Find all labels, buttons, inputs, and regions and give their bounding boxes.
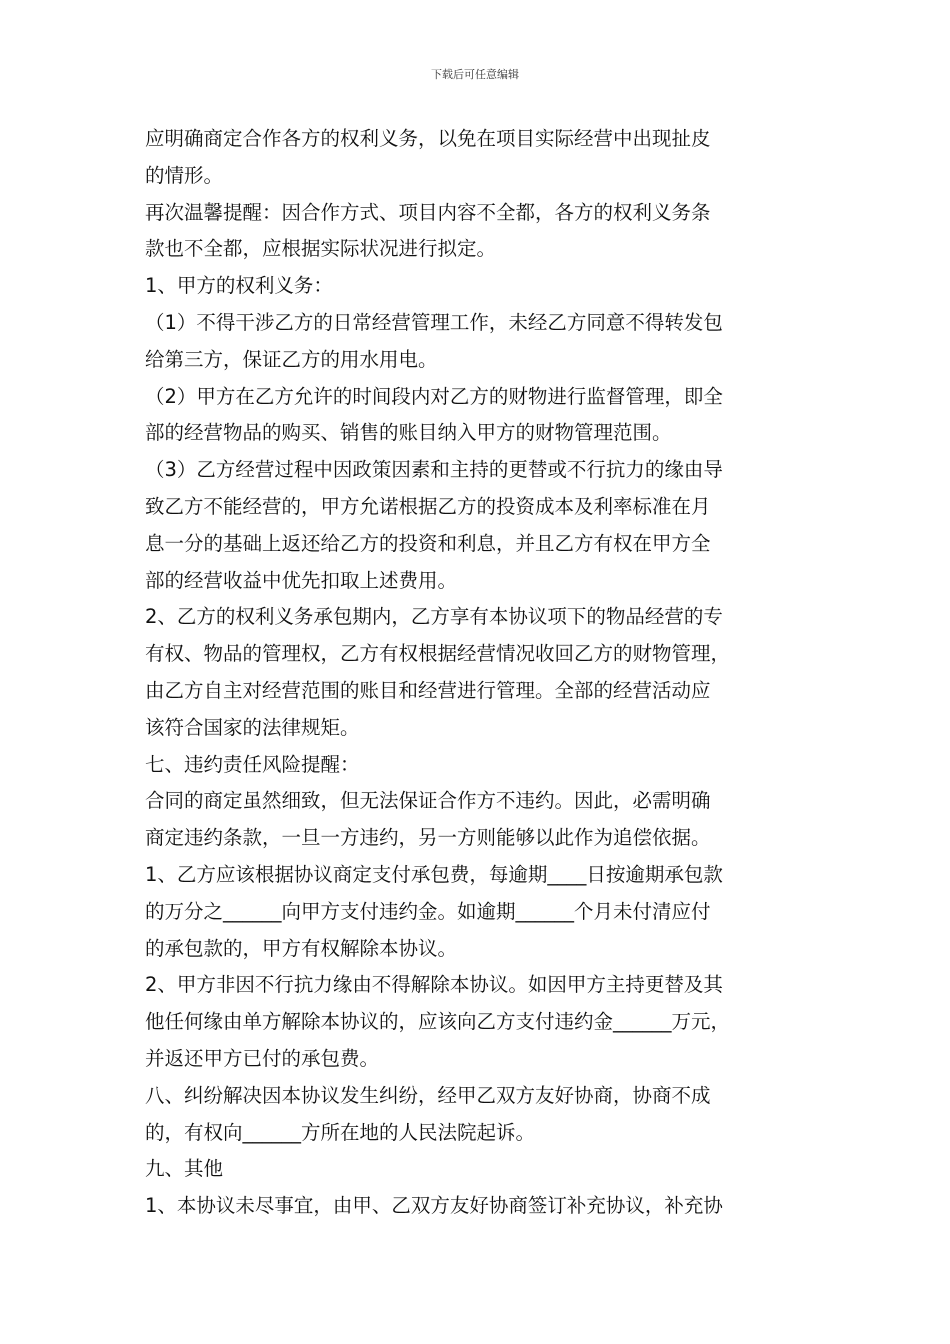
body-line: （3）乙方经营过程中因政策因素和主持的更替或不行抗力的缘由导 [145, 458, 723, 482]
body-line: 有权、物品的管理权，乙方有权根据经营情况收回乙方的财物管理， [145, 642, 731, 666]
body-line: 2、乙方的权利义务承包期内，乙方享有本协议项下的物品经营的专 [145, 605, 723, 629]
body-line: 商定违约条款，一旦一方违约，另一方则能够以此作为追偿依据。 [145, 826, 711, 850]
page-header: 下载后可任意编辑 [431, 68, 519, 81]
body-line: 部的经营物品的购买、销售的账目纳入甲方的财物管理范围。 [145, 421, 672, 445]
body-line: （1）不得干涉乙方的日常经营管理工作，未经乙方同意不得转发包 [145, 310, 723, 334]
body-line: 的万分之______向甲方支付违约金。如逾期______个月未付清应付 [145, 899, 711, 923]
body-line: 由乙方自主对经营范围的账目和经营进行管理。全部的经营活动应 [145, 678, 711, 702]
body-line: 八、纠纷解决因本协议发生纠纷，经甲乙双方友好协商，协商不成 [145, 1083, 711, 1107]
section-heading: 九、其他 [145, 1157, 224, 1181]
section-heading: 七、违约责任风险提醒： [145, 752, 360, 776]
body-line: 再次温馨提醒：因合作方式、项目内容不全都，各方的权利义务条 [145, 200, 711, 224]
body-line: 合同的商定虽然细致，但无法保证合作方不违约。因此，必需明确 [145, 789, 711, 813]
body-line: 给第三方，保证乙方的用水用电。 [145, 347, 438, 371]
body-line: 的承包款的，甲方有权解除本协议。 [145, 936, 458, 960]
body-line: 该符合国家的法律规矩。 [145, 715, 360, 739]
body-line: （2）甲方在乙方允许的时间段内对乙方的财物进行监督管理，即全 [145, 384, 723, 408]
section-heading: 1、甲方的权利义务： [145, 274, 333, 298]
body-line: 1、乙方应该根据协议商定支付承包费，每逾期____日按逾期承包款 [145, 862, 723, 886]
body-line: 的情形。 [145, 163, 224, 187]
body-line: 2、甲方非因不行抗力缘由不得解除本协议。如因甲方主持更替及其 [145, 973, 723, 997]
body-line: 的，有权向______方所在地的人民法院起诉。 [145, 1120, 536, 1144]
document-body [145, 121, 810, 1225]
body-line: 款也不全都，应根据实际状况进行拟定。 [145, 237, 497, 261]
body-line: 他任何缘由单方解除本协议的，应该向乙方支付违约金______万元， [145, 1010, 731, 1034]
body-line: 息一分的基础上返还给乙方的投资和利息，并且乙方有权在甲方全 [145, 531, 711, 555]
body-line: 并返还甲方已付的承包费。 [145, 1046, 380, 1070]
body-line: 致乙方不能经营的，甲方允诺根据乙方的投资成本及利率标准在月 [145, 494, 711, 518]
body-line: 应明确商定合作各方的权利义务，以免在项目实际经营中出现扯皮 [145, 127, 711, 150]
body-line: 部的经营收益中优先扣取上述费用。 [145, 568, 458, 592]
body-line: 1、本协议未尽事宜，由甲、乙双方友好协商签订补充协议，补充协 [145, 1194, 723, 1218]
